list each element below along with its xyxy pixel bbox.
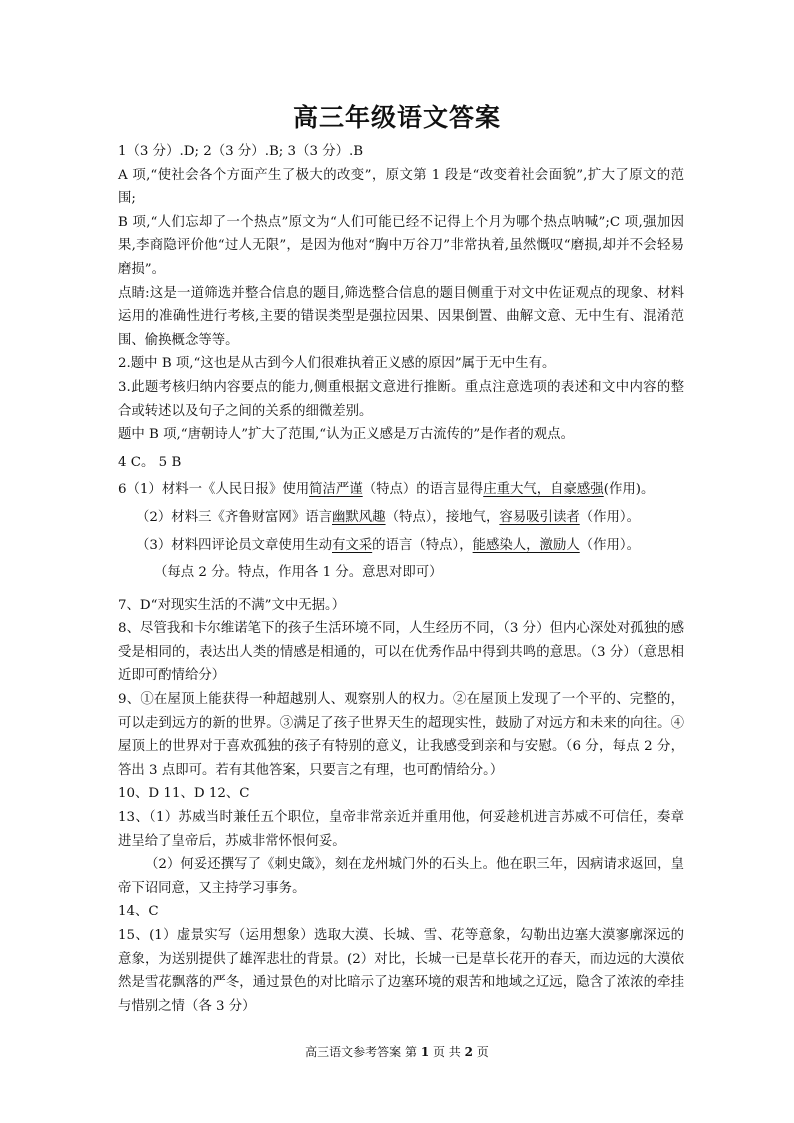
q6-3-effect: 能感染人，激励人: [472, 537, 580, 553]
q6-2-text-c: （作用）。: [579, 509, 640, 525]
q6-1-text-b: （特点）的语言显得: [362, 482, 484, 498]
answer-q15: 15、(1）虚景实写（运用想象）选取大漠、长城、雪、花等意象，勾勒出边塞大漠寥廓深远的意象，为送别提供了雄浑悲壮的背景。(2）对比，长城一已是草长花开的春天，而边远的大漠依然是雪花飘落的严冬，通过景色的对比暗示了边塞环境的艰苦和地域之辽远，隐含了浓浓的牵挂与惜别之情（各 3 分）: [118, 928, 684, 1014]
answer-q13-2: （2）何妥还撰写了《刺史箴》，刻在龙州城门外的石头上。他在职三年，因病请求返回，皇帝下诏同意，又主持学习事务。: [118, 857, 684, 896]
q6-3-text-a: （3）材料四评论员文章使用生动: [136, 537, 332, 553]
answer-q13-1: 13、（1）苏威当时兼任五个职位，皇帝非常亲近并重用他，何妥趁机进言苏威不可信任，奏章进呈给了皇帝后，苏威非常怀恨何妥。: [118, 810, 684, 849]
q6-3-feature: 有文采: [332, 537, 373, 553]
answer-q6-1: [118, 478, 684, 502]
q6-2-feature: 幽默风趣: [332, 509, 386, 525]
explain-q3-b: 题中 B 项,“唐朝诗人”扩大了范围,“认为正义感是万古流传的”是作者的观点。: [118, 427, 574, 443]
answer-q4-5: 4 C。 5 B: [118, 454, 182, 470]
q6-1-feature: 简洁严谨: [309, 482, 363, 498]
answer-q14: 14、C: [118, 904, 159, 920]
q6-3-text-c: （作用）。: [579, 537, 640, 553]
footer-total-pages: 2: [464, 1045, 473, 1059]
footer-middle: 页 共: [429, 1045, 465, 1059]
explain-a-item: A 项,“使社会各个方面产生了极大的改变”，原文第 1 段是“改变着社会面貌”,扩大了原文的范围;: [118, 167, 684, 207]
answer-q8: 8、尽管我和卡尔维诺笔下的孩子生活环境不同，人生经历不同，（3 分）但内心深处对孤独的感受是相同的，表达出人类的情感是相通的，可以在优秀作品中得到共鸣的意思。（3 分）（意思相近即可酌情给分）: [118, 621, 684, 684]
footer-suffix: 页: [472, 1045, 489, 1059]
answer-q6-2: [118, 506, 684, 530]
q6-3-text-b: 的语言（特点），: [372, 537, 473, 553]
q6-2-text-a: （2）材料三《齐鲁财富网》语言: [136, 509, 332, 525]
q6-scoring-note: （每点 2 分。特点，作用各 1 分。意思对即可）: [154, 565, 443, 581]
footer-prefix: 高三语文参考答案 第: [305, 1045, 421, 1059]
explain-q3: 3.此题考核归纳内容要点的能力,侧重根据文意进行推断。重点注意选项的表述和文中内容的整合或转述以及句子之间的关系的细微差别。: [118, 379, 684, 419]
answer-q1-3: 1（3 分）.D; 2（3 分）.B; 3（3 分）.B: [118, 144, 364, 159]
explain-q2: 2.题中 B 项,“这也是从古到今人们很难执着正义感的原因”属于无中生有。: [118, 356, 556, 372]
page-title: 高三年级语文答案: [292, 103, 501, 132]
q6-1-effect: 庄重大气，自豪感强: [483, 482, 604, 498]
q6-1-text-c: (作用)。: [603, 482, 655, 498]
q6-1-text-a: 6（1）材料一《人民日报》使用: [118, 482, 310, 498]
footer-page-number: 1: [420, 1045, 430, 1059]
answer-q10-12: 10、D 11、D 12、C: [118, 786, 250, 802]
q6-2-effect: 容易吸引读者: [499, 509, 580, 525]
answer-content: [118, 140, 684, 1018]
page-footer: [0, 1043, 794, 1060]
answer-q7: 7、D“对现实生活的不满”文中无据。）: [118, 597, 346, 613]
explain-b-item: B 项,“人们忘却了一个热点”原文为“人们可能已经不记得上个月为哪个热点呐喊”;C 项,强加因果,李商隐评价他“过人无限”，是因为他对“胸中万谷刀”非常执着,虽然慨叹“磨损,却并不会轻易磨损”。: [118, 214, 684, 277]
answer-q6-3: [118, 534, 684, 558]
answer-q9: 9、①在屋顶上能获得一种超越别人、观察别人的权力。②在屋顶上发现了一个平的、完整的，可以走到远方的新的世界。③满足了孩子世界天生的超现实性，鼓励了对远方和未来的向往。④屋顶上的世界对于喜欢孤独的孩子有特别的意义，让我感受到亲和与安慰。（6 分，每点 2 分，答出 3 点即可。若有其他答案，只要言之有理，也可酌情给分。）: [118, 692, 684, 778]
dianjing-note: 点睛:这是一道筛选并整合信息的题目,筛选整合信息的题目侧重于对文中佐证观点的现象、材料运用的准确性进行考核,主要的错误类型是强拉因果、因果倒置、曲解文意、无中生有、混淆范围、偷换概念等等。: [118, 285, 684, 348]
q6-2-text-b: （特点），接地气，: [385, 509, 500, 525]
